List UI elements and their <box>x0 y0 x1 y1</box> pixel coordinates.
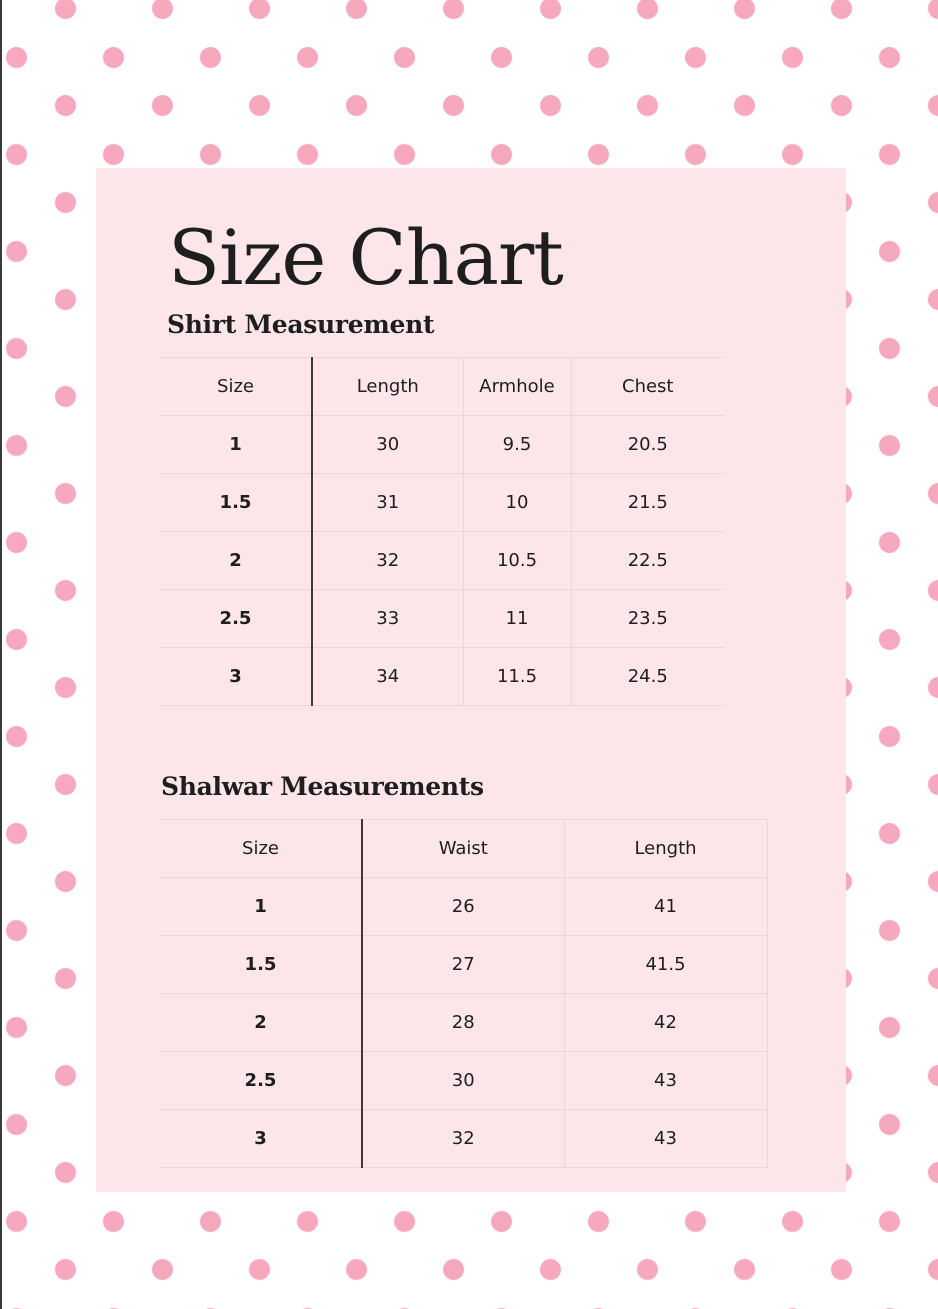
column-header: Length <box>564 820 767 878</box>
table-cell: 1 <box>160 878 362 936</box>
table-cell: 10 <box>463 474 571 532</box>
left-edge-line <box>0 0 2 1309</box>
table-cell: 32 <box>312 532 463 590</box>
table-cell: 30 <box>362 1052 564 1110</box>
table-cell: 9.5 <box>463 416 571 474</box>
table-cell: 27 <box>362 936 564 994</box>
table-row <box>160 474 724 532</box>
table-row <box>160 936 767 994</box>
table-cell: 3 <box>160 1110 362 1168</box>
table-cell: 43 <box>564 1052 767 1110</box>
table-cell: 33 <box>312 590 463 648</box>
table-cell: 42 <box>564 994 767 1052</box>
table-cell: 20.5 <box>571 416 724 474</box>
table-header-row <box>160 358 724 416</box>
shalwar-heading: Shalwar Measurements <box>161 772 484 801</box>
table-header-row <box>160 820 767 878</box>
table-cell: 41.5 <box>564 936 767 994</box>
table-row <box>160 648 724 706</box>
table-cell: 31 <box>312 474 463 532</box>
shirt-table <box>160 357 724 706</box>
column-header: Armhole <box>463 358 571 416</box>
table-cell: 21.5 <box>571 474 724 532</box>
table-cell: 1.5 <box>160 474 312 532</box>
column-header: Chest <box>571 358 724 416</box>
column-header: Length <box>312 358 463 416</box>
table-cell: 10.5 <box>463 532 571 590</box>
table-cell: 22.5 <box>571 532 724 590</box>
table-row <box>160 1110 767 1168</box>
table-cell: 2 <box>160 994 362 1052</box>
table-row <box>160 590 724 648</box>
column-header: Size <box>160 358 312 416</box>
table-row <box>160 532 724 590</box>
shalwar-table <box>160 819 768 1168</box>
table-cell: 2.5 <box>160 1052 362 1110</box>
table-cell: 11.5 <box>463 648 571 706</box>
table-cell: 1 <box>160 416 312 474</box>
table-cell: 11 <box>463 590 571 648</box>
table-cell: 3 <box>160 648 312 706</box>
column-header: Size <box>160 820 362 878</box>
table-cell: 28 <box>362 994 564 1052</box>
table-cell: 32 <box>362 1110 564 1168</box>
table-cell: 2 <box>160 532 312 590</box>
table-row <box>160 416 724 474</box>
table-cell: 43 <box>564 1110 767 1168</box>
table-cell: 30 <box>312 416 463 474</box>
table-cell: 1.5 <box>160 936 362 994</box>
column-header: Waist <box>362 820 564 878</box>
size-chart-card <box>96 168 846 1192</box>
table-row <box>160 878 767 936</box>
table-row <box>160 1052 767 1110</box>
shirt-heading: Shirt Measurement <box>167 310 435 339</box>
table-row <box>160 994 767 1052</box>
table-cell: 41 <box>564 878 767 936</box>
page-title: Size Chart <box>168 213 563 302</box>
table-cell: 26 <box>362 878 564 936</box>
table-cell: 34 <box>312 648 463 706</box>
table-cell: 24.5 <box>571 648 724 706</box>
table-cell: 23.5 <box>571 590 724 648</box>
table-cell: 2.5 <box>160 590 312 648</box>
